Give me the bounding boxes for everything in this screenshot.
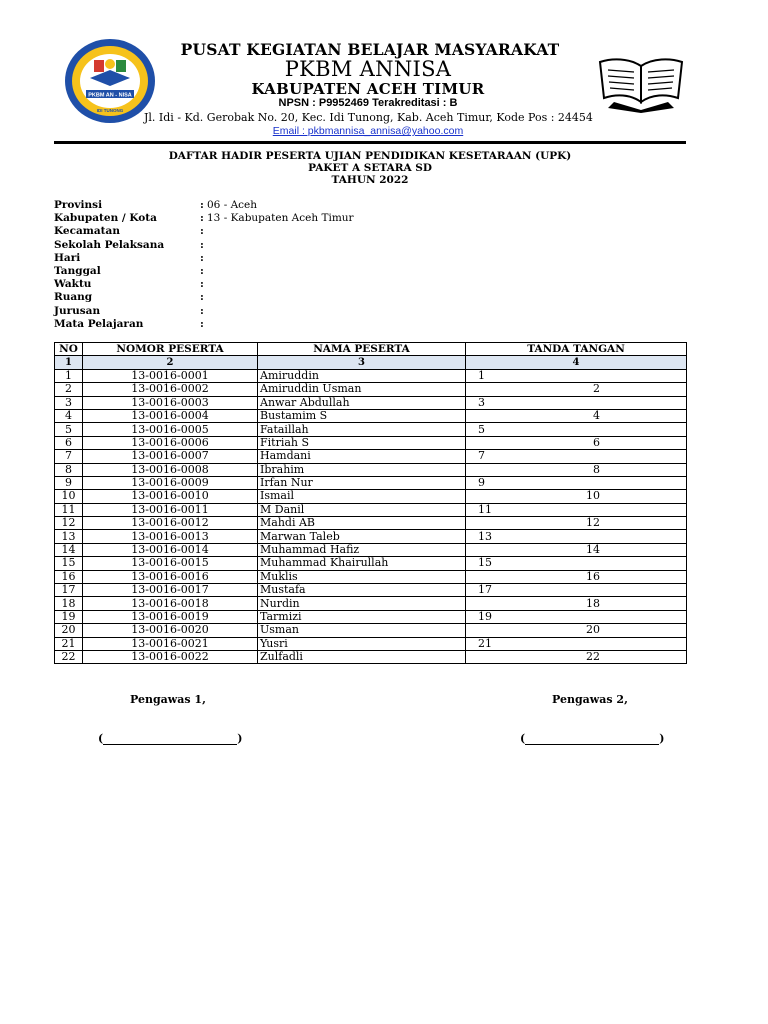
column-number-row bbox=[55, 356, 687, 369]
row-no: 13 bbox=[55, 530, 83, 543]
doc-year: TAHUN 2022 bbox=[331, 174, 409, 186]
info-colon: : bbox=[200, 264, 204, 277]
row-nomor-peserta: 13-0016-0006 bbox=[83, 436, 258, 449]
info-colon: : bbox=[200, 212, 204, 225]
table-row bbox=[55, 557, 687, 570]
row-no: 18 bbox=[55, 597, 83, 610]
table-row bbox=[55, 624, 687, 637]
row-nama-peserta: Mustafa bbox=[258, 584, 466, 597]
row-tanda-tangan[interactable]: 16 bbox=[466, 570, 687, 583]
table-row bbox=[55, 476, 687, 489]
doc-title: DAFTAR HADIR PESERTA UJIAN PENDIDIKAN KESETARAAN (UPK) bbox=[168, 150, 572, 162]
letterhead bbox=[0, 0, 768, 150]
info-colon: : bbox=[200, 251, 204, 264]
row-nomor-peserta: 13-0016-0015 bbox=[83, 557, 258, 570]
row-tanda-tangan[interactable]: 12 bbox=[466, 517, 687, 530]
row-nomor-peserta: 13-0016-0018 bbox=[83, 597, 258, 610]
table-row bbox=[55, 637, 687, 650]
row-no: 12 bbox=[55, 517, 83, 530]
row-nomor-peserta: 13-0016-0008 bbox=[83, 463, 258, 476]
row-nomor-peserta: 13-0016-0013 bbox=[83, 530, 258, 543]
row-nomor-peserta: 13-0016-0014 bbox=[83, 543, 258, 556]
row-tanda-tangan[interactable]: 8 bbox=[466, 463, 687, 476]
org-line: PUSAT KEGIATAN BELAJAR MASYARAKAT bbox=[180, 40, 560, 59]
open-book-icon bbox=[594, 52, 689, 114]
row-no: 3 bbox=[55, 396, 83, 409]
row-no: 1 bbox=[55, 369, 83, 382]
row-tanda-tangan[interactable]: 5 bbox=[466, 423, 687, 436]
row-nama-peserta: M Danil bbox=[258, 503, 466, 516]
row-nama-peserta: Hamdani bbox=[258, 450, 466, 463]
info-row bbox=[54, 318, 554, 331]
row-nomor-peserta: 13-0016-0003 bbox=[83, 396, 258, 409]
info-row bbox=[54, 225, 554, 238]
info-colon: : bbox=[200, 317, 204, 330]
row-nomor-peserta: 13-0016-0007 bbox=[83, 450, 258, 463]
table-row bbox=[55, 396, 687, 409]
table-row bbox=[55, 450, 687, 463]
row-nama-peserta: Ibrahim bbox=[258, 463, 466, 476]
col-number: 3 bbox=[258, 356, 466, 369]
doc-subtitle: PAKET A SETARA SD bbox=[308, 162, 432, 174]
row-nomor-peserta: 13-0016-0001 bbox=[83, 369, 258, 382]
info-label: Hari bbox=[54, 251, 81, 264]
row-tanda-tangan[interactable]: 19 bbox=[466, 610, 687, 623]
row-nama-peserta: Muhammad Hafiz bbox=[258, 543, 466, 556]
row-nama-peserta: Yusri bbox=[258, 637, 466, 650]
info-colon: : bbox=[200, 225, 204, 238]
table-row bbox=[55, 517, 687, 530]
row-nomor-peserta: 13-0016-0009 bbox=[83, 476, 258, 489]
exam-info bbox=[54, 199, 554, 331]
row-no: 11 bbox=[55, 503, 83, 516]
row-tanda-tangan[interactable]: 21 bbox=[466, 637, 687, 650]
row-nama-peserta: Usman bbox=[258, 624, 466, 637]
row-no: 17 bbox=[55, 584, 83, 597]
table-row bbox=[55, 530, 687, 543]
row-nama-peserta: Fitriah S bbox=[258, 436, 466, 449]
row-tanda-tangan[interactable]: 17 bbox=[466, 584, 687, 597]
info-colon: : bbox=[200, 199, 204, 211]
row-no: 15 bbox=[55, 557, 83, 570]
row-no: 7 bbox=[55, 450, 83, 463]
row-nomor-peserta: 13-0016-0011 bbox=[83, 503, 258, 516]
row-nama-peserta: Zulfadli bbox=[258, 650, 466, 663]
row-nama-peserta: Bustamim S bbox=[258, 409, 466, 422]
row-nama-peserta: Muklis bbox=[258, 570, 466, 583]
row-no: 22 bbox=[55, 650, 83, 663]
col-number: 2 bbox=[83, 356, 258, 369]
table-row bbox=[55, 463, 687, 476]
info-label: Sekolah Pelaksana bbox=[54, 238, 165, 251]
row-nama-peserta: Amiruddin bbox=[258, 369, 466, 382]
row-tanda-tangan[interactable]: 9 bbox=[466, 476, 687, 489]
table-row bbox=[55, 610, 687, 623]
org-name: PKBM ANNISA bbox=[284, 57, 452, 81]
info-label: Kecamatan bbox=[54, 225, 120, 238]
col-nama-header: NAMA PESERTA bbox=[258, 343, 466, 356]
pengawas-2-signature-line: ( ) bbox=[520, 732, 665, 745]
row-tanda-tangan[interactable]: 4 bbox=[466, 409, 687, 422]
info-label: Mata Pelajaran bbox=[54, 317, 144, 330]
info-colon: : bbox=[200, 304, 204, 317]
info-row bbox=[54, 212, 554, 225]
info-value: 06 - Aceh bbox=[207, 199, 258, 211]
col-ttd-header: TANDA TANGAN bbox=[466, 343, 687, 356]
info-label: Jurusan bbox=[54, 304, 101, 317]
row-nomor-peserta: 13-0016-0005 bbox=[83, 423, 258, 436]
row-tanda-tangan[interactable]: 14 bbox=[466, 543, 687, 556]
row-nama-peserta: Amiruddin Usman bbox=[258, 383, 466, 396]
npsn-text: NPSN : P9952469 Terakreditasi : B bbox=[278, 97, 458, 109]
table-row bbox=[55, 436, 687, 449]
row-nomor-peserta: 13-0016-0020 bbox=[83, 624, 258, 637]
svg-text:IDI TUNONG: IDI TUNONG bbox=[96, 108, 124, 113]
row-tanda-tangan[interactable]: 6 bbox=[466, 436, 687, 449]
row-nama-peserta: Tarmizi bbox=[258, 610, 466, 623]
row-no: 8 bbox=[55, 463, 83, 476]
row-no: 19 bbox=[55, 610, 83, 623]
row-tanda-tangan[interactable]: 22 bbox=[466, 650, 687, 663]
row-nomor-peserta: 13-0016-0017 bbox=[83, 584, 258, 597]
col-nomor-header: NOMOR PESERTA bbox=[83, 343, 258, 356]
row-tanda-tangan[interactable]: 15 bbox=[466, 557, 687, 570]
row-nama-peserta: Ismail bbox=[258, 490, 466, 503]
row-no: 9 bbox=[55, 476, 83, 489]
row-no: 10 bbox=[55, 490, 83, 503]
info-label: Ruang bbox=[54, 291, 93, 304]
row-nama-peserta: Muhammad Khairullah bbox=[258, 557, 466, 570]
row-no: 5 bbox=[55, 423, 83, 436]
row-tanda-tangan[interactable]: 11 bbox=[466, 503, 687, 516]
row-no: 2 bbox=[55, 383, 83, 396]
svg-text:PKBM AN - NISA: PKBM AN - NISA bbox=[88, 92, 132, 99]
row-tanda-tangan[interactable]: 7 bbox=[466, 450, 687, 463]
col-number: 1 bbox=[55, 356, 83, 369]
info-colon: : bbox=[200, 238, 204, 251]
row-tanda-tangan[interactable]: 1 bbox=[466, 369, 687, 382]
email-link[interactable]: Email : pkbmannisa_annisa@yahoo.com bbox=[272, 125, 464, 137]
address-text: Jl. Idi - Kd. Gerobak No. 20, Kec. Idi Tunong, Kab. Aceh Timur, Kode Pos : 24454 bbox=[144, 111, 593, 124]
row-nomor-peserta: 13-0016-0012 bbox=[83, 517, 258, 530]
row-tanda-tangan[interactable]: 2 bbox=[466, 383, 687, 396]
row-no: 16 bbox=[55, 570, 83, 583]
table-row bbox=[55, 570, 687, 583]
table-row bbox=[55, 369, 687, 382]
row-nama-peserta: Nurdin bbox=[258, 597, 466, 610]
info-row bbox=[54, 291, 554, 304]
info-colon: : bbox=[200, 278, 204, 291]
row-no: 20 bbox=[55, 624, 83, 637]
table-header-row bbox=[55, 343, 687, 356]
info-label: Kabupaten / Kota bbox=[54, 212, 157, 225]
row-nama-peserta: Mahdi AB bbox=[258, 517, 466, 530]
row-tanda-tangan[interactable]: 20 bbox=[466, 624, 687, 637]
table-row bbox=[55, 543, 687, 556]
col-number: 4 bbox=[466, 356, 687, 369]
row-tanda-tangan[interactable]: 13 bbox=[466, 530, 687, 543]
row-tanda-tangan[interactable]: 3 bbox=[466, 396, 687, 409]
table-row bbox=[55, 650, 687, 663]
row-nomor-peserta: 13-0016-0010 bbox=[83, 490, 258, 503]
row-nama-peserta: Anwar Abdullah bbox=[258, 396, 466, 409]
row-nomor-peserta: 13-0016-0022 bbox=[83, 650, 258, 663]
header-divider bbox=[54, 141, 686, 144]
row-no: 14 bbox=[55, 543, 83, 556]
row-no: 6 bbox=[55, 436, 83, 449]
info-label: Tanggal bbox=[54, 264, 101, 277]
row-nama-peserta: Marwan Taleb bbox=[258, 530, 466, 543]
row-nomor-peserta: 13-0016-0004 bbox=[83, 409, 258, 422]
info-row bbox=[54, 199, 554, 212]
table-row bbox=[55, 584, 687, 597]
info-label: Provinsi bbox=[54, 199, 103, 211]
attendance-table bbox=[54, 342, 687, 664]
row-nama-peserta: Irfan Nur bbox=[258, 476, 466, 489]
row-nomor-peserta: 13-0016-0021 bbox=[83, 637, 258, 650]
col-no-header: NO bbox=[55, 343, 83, 356]
row-tanda-tangan[interactable]: 10 bbox=[466, 490, 687, 503]
org-region: KABUPATEN ACEH TIMUR bbox=[251, 80, 485, 98]
info-row bbox=[54, 239, 554, 252]
info-row bbox=[54, 265, 554, 278]
row-nomor-peserta: 13-0016-0016 bbox=[83, 570, 258, 583]
pengawas-1-label: Pengawas 1, bbox=[130, 693, 206, 706]
info-row bbox=[54, 305, 554, 318]
info-value: 13 - Kabupaten Aceh Timur bbox=[207, 212, 354, 225]
table-row bbox=[55, 383, 687, 396]
row-no: 4 bbox=[55, 409, 83, 422]
row-nama-peserta: Fataillah bbox=[258, 423, 466, 436]
row-nomor-peserta: 13-0016-0019 bbox=[83, 610, 258, 623]
row-tanda-tangan[interactable]: 18 bbox=[466, 597, 687, 610]
pengawas-1-signature-line: ( ) bbox=[98, 732, 243, 745]
info-row bbox=[54, 278, 554, 291]
pengawas-2-label: Pengawas 2, bbox=[552, 693, 628, 706]
table-row bbox=[55, 409, 687, 422]
info-label: Waktu bbox=[54, 278, 92, 291]
info-row bbox=[54, 252, 554, 265]
table-row bbox=[55, 423, 687, 436]
table-row bbox=[55, 597, 687, 610]
info-colon: : bbox=[200, 291, 204, 304]
table-row bbox=[55, 503, 687, 516]
row-no: 21 bbox=[55, 637, 83, 650]
row-nomor-peserta: 13-0016-0002 bbox=[83, 383, 258, 396]
table-row bbox=[55, 490, 687, 503]
